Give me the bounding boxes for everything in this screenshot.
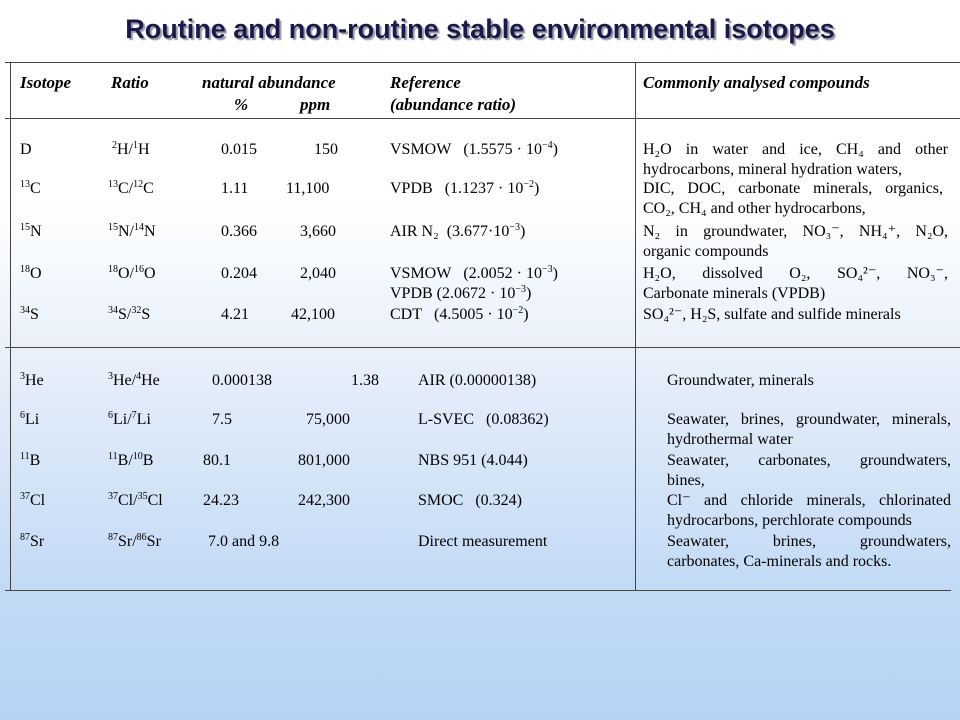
compounds-line: hydrothermal water <box>667 431 793 448</box>
isotope-ratio: $^{34}$S/$^{32}$S <box>108 305 151 323</box>
isotope-ratio: $^6$Li/$^7$Li <box>108 410 151 428</box>
table-row: $^6$Li <box>20 410 40 428</box>
compounds-line: bines, <box>667 472 705 489</box>
table-row: $^{15}$N <box>20 222 42 240</box>
table-bottom-rule <box>5 590 951 591</box>
compounds-line: hydrocarbons, perchlorate compounds <box>667 512 912 529</box>
compounds-line: H₂O in water and ice, CH₄ and other <box>643 141 948 158</box>
compounds-line: CO₂, CH₄ and other hydrocarbons, <box>643 200 866 217</box>
compounds-line: organic compounds <box>643 243 769 260</box>
isotope-symbol: He <box>25 372 44 389</box>
reference-standard: AIR (0.00000138) <box>418 372 537 389</box>
abundance-percent: 0.366 <box>221 223 257 240</box>
abundance-percent: 0.000138 <box>212 372 272 389</box>
isotope-symbol: Sr <box>30 533 45 550</box>
compounds-line: hydrocarbons, mineral hydration waters, <box>643 161 903 178</box>
header-percent: % <box>234 95 249 114</box>
abundance-percent: 4.21 <box>221 306 249 323</box>
reference-standard: SMOC (0.324) <box>418 492 523 509</box>
abundance-ppm: 242,300 <box>298 492 350 509</box>
column-divider-left <box>10 62 11 590</box>
isotope-ratio: $^2$H/$^1$H <box>112 140 150 158</box>
table-row: $^{37}$Cl <box>20 491 46 509</box>
isotope-symbol: O <box>30 265 42 282</box>
column-divider-right <box>635 62 636 590</box>
abundance-percent: 80.1 <box>203 452 231 469</box>
compounds-line: Groundwater, minerals <box>667 372 814 389</box>
compounds-line: Cl⁻ and chloride minerals, chlorinated <box>667 492 951 509</box>
reference-standard: AIR N₂ $(3.677\cdot 10^{-3})$ <box>390 222 526 240</box>
header-compounds: Commonly analysed compounds <box>643 73 870 92</box>
abundance-percent: 0.204 <box>221 265 257 282</box>
compounds-line: carbonates, Ca-minerals and rocks. <box>667 553 892 570</box>
compounds-line: Seawater, carbonates, groundwaters, <box>667 452 951 469</box>
compounds-line: Seawater, brines, groundwater, minerals, <box>667 411 951 428</box>
table-row: $^{18}$O <box>20 264 42 282</box>
table-row: $^{13}$C <box>20 179 41 197</box>
abundance-percent: 1.11 <box>221 180 249 197</box>
isotope-ratio: $^{11}$B/$^{10}$B <box>108 451 154 469</box>
table-row: $^{11}$B <box>20 451 41 469</box>
reference-standard: VPDB $(1.1237 \cdot 10^{-2})$ <box>390 179 540 197</box>
abundance-ppm: 2,040 <box>300 265 336 282</box>
table-row: $^{87}$Sr <box>20 532 45 550</box>
isotope-ratio: $^3$He/$^4$He <box>108 371 160 389</box>
isotope-symbol: B <box>29 452 41 469</box>
table-row: $^{34}$S <box>20 305 39 323</box>
abundance-percent: 7.5 <box>212 411 232 428</box>
compounds-line: DIC, DOC, carbonate minerals, organics, <box>643 180 943 197</box>
header-abundance-ratio: (abundance ratio) <box>390 95 517 114</box>
abundance-ppm: 42,100 <box>291 306 335 323</box>
isotope-symbol: C <box>30 180 41 197</box>
isotope-ratio: $^{13}$C/$^{12}$C <box>108 179 154 197</box>
header-ppm: ppm <box>300 95 331 114</box>
isotope-ratio: $^{15}$N/$^{14}$N <box>108 222 156 240</box>
abundance-ppm: 3,660 <box>300 223 336 240</box>
abundance-ppm: 801,000 <box>298 452 350 469</box>
reference-standard: Direct measurement <box>418 533 548 550</box>
reference-standard: NBS 951 (4.044) <box>418 452 528 469</box>
compounds-line: SO₄²⁻, H₂S, sulfate and sulfide minerals <box>643 306 901 323</box>
reference-standard: L-SVEC (0.08362) <box>418 411 549 428</box>
header-ratio: Ratio <box>111 73 149 92</box>
section-divider-rule <box>5 347 960 348</box>
abundance-ppm: 11,100 <box>286 180 330 197</box>
abundance-ppm: 75,000 <box>306 411 350 428</box>
isotope-symbol: N <box>30 223 42 240</box>
abundance-ppm: 1.38 <box>351 372 379 389</box>
header-bottom-rule <box>5 118 960 119</box>
abundance-ppm: 150 <box>314 141 338 158</box>
isotope-symbol: Cl <box>30 492 46 509</box>
reference-standard: CDT $(4.5005 \cdot 10^{-2})$ <box>390 305 529 323</box>
isotope-ratio: $^{18}$O/$^{16}$O <box>108 264 156 282</box>
isotope-symbol: D <box>20 141 32 158</box>
header-isotope: Isotope <box>20 73 71 92</box>
reference-standard: VSMOW $(2.0052 \cdot 10^{-3})$ <box>390 264 558 282</box>
isotope-ratio: $^{87}$Sr/$^{86}$Sr <box>108 532 161 550</box>
abundance-percent: 0.015 <box>221 141 257 158</box>
abundance-percent: 24.23 <box>203 492 239 509</box>
reference-standard: VSMOW $(1.5575 \cdot 10^{-4})$ <box>390 140 558 158</box>
isotope-symbol: Li <box>25 411 40 428</box>
header-natural-abundance: natural abundance <box>202 73 336 92</box>
table-top-rule <box>5 62 960 63</box>
compounds-line: N₂ in groundwater, NO₃⁻, NH₄⁺, N₂O, <box>643 223 948 240</box>
compounds-line: Carbonate minerals (VPDB) <box>643 285 826 302</box>
compounds-line: H₂O, dissolved O₂, SO₄²⁻, NO₃⁻, <box>643 265 948 282</box>
header-reference: Reference <box>390 73 461 92</box>
abundance-percent: 7.0 and 9.8 <box>208 533 280 550</box>
reference-standard-alt: VPDB $(2.0672 \cdot 10^{-3})$ <box>390 284 532 302</box>
isotope-ratio: $^{37}$Cl/$^{35}$Cl <box>108 491 163 509</box>
slide-title: Routine and non-routine stable environmental isotopes <box>125 14 835 44</box>
compounds-line: Seawater, brines, groundwaters, <box>667 533 951 550</box>
table-row: $^3$He <box>20 371 44 389</box>
isotope-symbol: S <box>30 306 39 323</box>
table-row <box>20 141 32 158</box>
